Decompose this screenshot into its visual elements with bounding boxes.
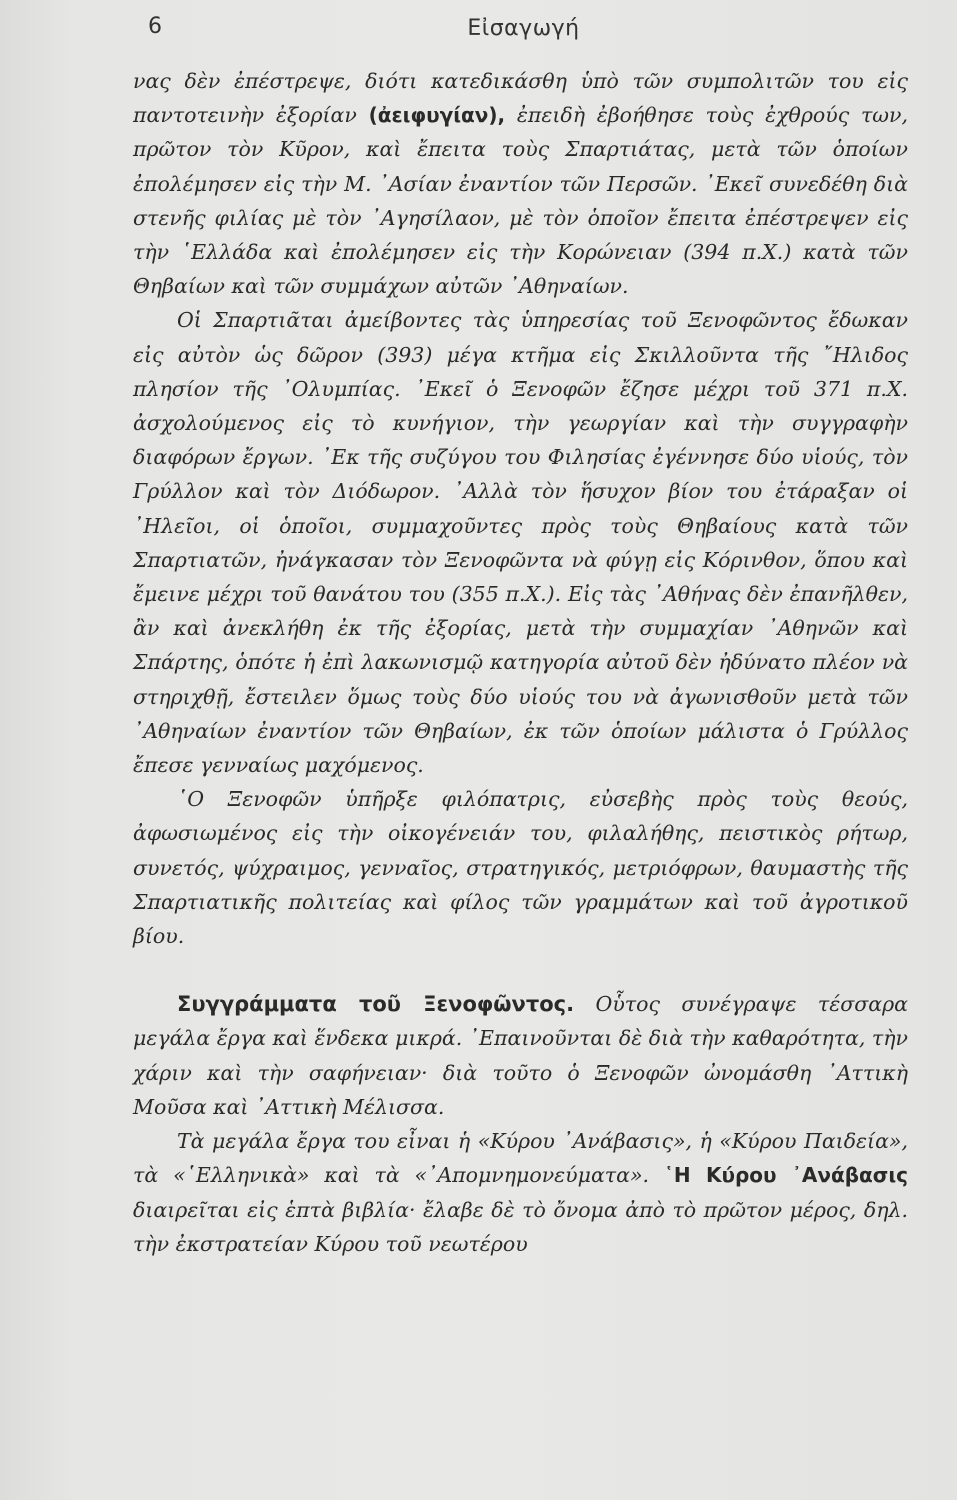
body-text — [133, 64, 908, 1261]
paragraph-1-text-a: νας δὲν ἐπέστρεψε, διότι κατεδικάσθη ὑπὸ τῶν συμπολιτῶν του εἰς παντοτεινὴν ἐξορίαν — [133, 69, 908, 128]
paragraph-1 — [133, 64, 908, 303]
paragraph-4-text: Οὗτος συνέγραψε τέσσαρα μεγάλα ἔργα καὶ ἕνδεκα μικρά. ᾿Επαινοῦνται δὲ διὰ τὴν καθαρότητα, τὴν χάριν καὶ τὴν σαφήνειαν· διὰ τοῦτο ὁ Ξενοφῶν ὠνομάσθη ᾿Αττικὴ Μοῦσα καὶ ᾿Αττικὴ Μέλισσα. — [133, 992, 908, 1119]
paragraph-2: Οἱ Σπαρτιᾶται ἀμείβοντες τὰς ὑπηρεσίας τοῦ Ξενοφῶντος ἔδωκαν εἰς αὐτὸν ὡς δῶρον (393) μέγα κτῆμα εἰς Σκιλλοῦντα τῆς ῎Ηλιδος πλησίον τῆς ᾿Ολυμπίας. ᾿Εκεῖ ὁ Ξενοφῶν ἔζησε μέχρι τοῦ 371 π.Χ. ἀσχολούμενος εἰς τὸ κυνήγιον, τὴν γεωργίαν καὶ τὴν συγγραφὴν διαφόρων ἔργων. ᾿Εκ τῆς συζύγου του Φιλησίας ἐγέννησε δύο υἱούς, τὸν Γρύλλον καὶ τὸν Διόδωρον. ᾿Αλλὰ τὸν ἥσυχον βίον του ἐτάραξαν οἱ ᾿Ηλεῖοι, οἱ ὁποῖοι, συμμαχοῦντες πρὸς τοὺς Θηβαίους κατὰ τῶν Σπαρτιατῶν, ἠνάγκασαν τὸν Ξενοφῶντα νὰ φύγῃ εἰς Κόρινθον, ὅπου καὶ ἔμεινε μέχρι τοῦ θανάτου του (355 π.Χ.). Εἰς τὰς ᾿Αθήνας δὲν ἐπανῆλθεν, ἂν καὶ ἀνεκλήθη ἐκ τῆς ἐξορίας, μετὰ τὴν συμμαχίαν ᾿Αθηνῶν καὶ Σπάρτης, ὁπότε ἡ ἐπὶ λακωνισμῷ κατηγορία αὐτοῦ δὲν ἠδύνατο πλέον νὰ στηριχθῇ, ἔστειλεν ὅμως τοὺς δύο υἱούς του νὰ ἀγωνισθοῦν μετὰ τῶν ᾿Αθηναίων ἐναντίον τῶν Θηβαίων, ἐκ τῶν ὁποίων μάλιστα ὁ Γρύλλος ἔπεσε γενναίως μαχόμενος. — [133, 308, 908, 778]
paragraph-5 — [133, 1124, 908, 1261]
paragraph-1-bold-term: (ἀειφυγίαν), — [368, 103, 506, 128]
paragraph-4 — [133, 987, 908, 1124]
paragraph-5-bold-term: ῾Η Κύρου ᾿Ανάβασις — [663, 1163, 908, 1188]
page-number: 6 — [148, 14, 162, 39]
running-head: Εἰσαγωγή — [467, 16, 580, 41]
section-heading: Συγγράμματα τοῦ Ξενοφῶντος. — [177, 992, 575, 1017]
paragraph-5-text-a: Τὰ μεγάλα ἔργα του εἶναι ἡ «Κύρου ᾿Ανάβασις», ἡ «Κύρου Παιδεία», τὰ «῾Ελληνικὰ» καὶ τὰ «᾿Απομνημονεύματα». — [133, 1129, 908, 1188]
section-gap — [133, 953, 908, 987]
paragraph-1-text-b: ἐπειδὴ ἐβοήθησε τοὺς ἐχθρούς των, πρῶτον τὸν Κῦρον, καὶ ἔπειτα τοὺς Σπαρτιάτας, μετὰ τῶν ὁποίων ἐπολέμησεν εἰς τὴν Μ. ᾿Ασίαν ἐναντίον τῶν Περσῶν. ᾿Εκεῖ συνεδέθη διὰ στενῆς φιλίας μὲ τὸν ᾿Αγησίλαον, μὲ τὸν ὁποῖον ἔπειτα ἐπέστρεψεν εἰς τὴν ῾Ελλάδα καὶ ἐπολέμησεν εἰς τὴν Κορώνειαν (394 π.Χ.) κατὰ τῶν Θηβαίων καὶ τῶν συμμάχων αὐτῶν ᾿Αθηναίων. — [133, 103, 908, 299]
paragraph-3: ῾Ο Ξενοφῶν ὑπῆρξε φιλόπατρις, εὐσεβὴς πρὸς τοὺς θεούς, ἀφωσιωμένος εἰς τὴν οἰκογένειάν του, φιλαλήθης, πειστικὸς ρήτωρ, συνετός, ψύχραιμος, γενναῖος, στρατηγικός, μετριόφρων, θαυμαστὴς τῆς Σπαρτιατικῆς πολιτείας καὶ φίλος τῶν γραμμάτων καὶ τοῦ ἀγροτικοῦ βίου. — [133, 787, 908, 949]
paragraph-5-text-b: διαιρεῖται εἰς ἑπτὰ βιβλία· ἔλαβε δὲ τὸ ὄνομα ἀπὸ τὸ πρῶτον μέρος, δηλ. τὴν ἐκστρατείαν Κύρου τοῦ νεωτέρου — [133, 1197, 908, 1256]
